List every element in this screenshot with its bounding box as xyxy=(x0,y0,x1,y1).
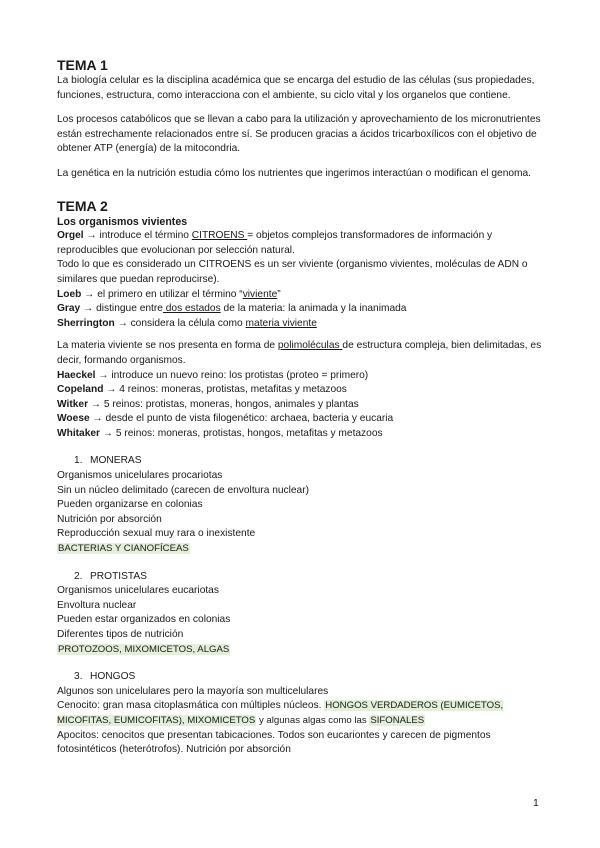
hongos-mid-text: y algunas algas como las xyxy=(256,714,370,726)
sherrington-term: materia viviente xyxy=(245,317,317,329)
hongos-title: HONGOS xyxy=(90,671,136,683)
materia-post: de estructura compleja, bien delimitadas, es decir, formando organismos. xyxy=(57,340,542,366)
whitaker-line xyxy=(57,427,547,442)
tema2-heading: TEMA 2 xyxy=(57,197,108,214)
protistas-number: 2. xyxy=(74,570,83,582)
citroens-line: Todo lo que es considerado un CITROENS es un ser viviente (organismo vivientes, moléculas de ADN o similares que puedan reproducirse). xyxy=(57,259,528,285)
witker-line xyxy=(57,398,547,413)
page-number: 1 xyxy=(533,797,539,809)
tema1-heading: TEMA 1 xyxy=(57,57,108,73)
protistas-title: PROTISTAS xyxy=(90,570,147,582)
loeb-name: Loeb xyxy=(57,288,82,300)
hongos-line-1: Algunos son unicelulares pero la mayoría son multicelulares xyxy=(57,685,329,697)
tema1-paragraph-1: La biología celular es la disciplina académica que se encarga del estudio de las células (sus propiedades, funciones, estructura, como interacciona con el ambiente, su ciclo vital y los organelos que contiene. xyxy=(57,75,535,101)
whitaker-name: Whitaker xyxy=(57,427,101,439)
hongos-highlight-2: SIFONALES xyxy=(370,714,425,726)
gray-term: dos estados xyxy=(162,303,221,315)
sherrington-line xyxy=(57,317,547,332)
woese-line xyxy=(57,412,547,427)
protistas-line-1: Organismos unicelulares eucariotas xyxy=(57,585,219,597)
haeckel-text: → introduce un nuevo reino: los protistas (proteo = primero) xyxy=(95,369,369,381)
protistas-line-3: Pueden estar organizados en colonias xyxy=(57,614,231,626)
woese-name: Woese xyxy=(57,413,90,425)
loeb-pre: → el primero en utilizar el término “ xyxy=(81,288,243,300)
witker-name: Witker xyxy=(57,398,89,410)
materia-line xyxy=(57,339,547,368)
materia-term: polimoléculas xyxy=(277,340,343,352)
protistas-highlight: PROTOZOOS, MIXOMICETOS, ALGAS xyxy=(58,643,230,655)
cenocito-text: Cenocito: gran masa citoplasmática con múltiples núcleos. xyxy=(57,700,325,712)
orgel-name: Orgel xyxy=(57,230,84,242)
moneras-line-1: Organismos unicelulares procariotas xyxy=(57,470,223,482)
moneras-line-2: Sin un núcleo delimitado (carecen de envoltura nuclear) xyxy=(57,484,310,496)
hongos-apocitos: Apocitos: cenocitos que presentan tabicaciones. Todos son eucariontes y carecen de pigmentos fotosintéticos (heterótrofos). Nutrición por absorción xyxy=(57,729,491,756)
tema1-paragraph-3: La genética en la nutrición estudia cómo los nutrientes que ingerimos interactúan o modifican el genoma. xyxy=(57,167,532,179)
haeckel-line xyxy=(57,369,547,384)
orgel-term: CITROENS xyxy=(191,230,248,242)
whitaker-text: → 5 reinos: moneras, protistas, hongos, metafitas y metazoos xyxy=(100,427,383,439)
hongos-heading xyxy=(57,670,547,685)
copeland-name: Copeland xyxy=(57,384,104,396)
moneras-line-3: Pueden organizarse en colonias xyxy=(57,499,203,511)
document-body xyxy=(57,57,547,758)
gray-name: Gray xyxy=(57,303,81,315)
hongos-cenocito xyxy=(57,699,547,728)
woese-text: → desde el punto de vista filogenético: archaea, bacteria y eucaria xyxy=(89,413,394,425)
witker-text: → 5 reinos: protistas, moneras, hongos, animales y plantas xyxy=(88,398,359,410)
moneras-examples xyxy=(57,542,547,557)
gray-post: de la materia: la animada y la inanimada xyxy=(220,303,407,315)
loeb-term: viviente xyxy=(242,288,278,300)
moneras-line-4: Nutrición por absorción xyxy=(57,513,162,525)
loeb-post: ” xyxy=(277,288,281,300)
hongos-number: 3. xyxy=(74,671,83,683)
copeland-line xyxy=(57,383,547,398)
orgel-line xyxy=(57,229,547,258)
sherrington-name: Sherrington xyxy=(57,317,115,329)
orgel-post: = objetos complejos transformadores de información y reproducibles que evolucionan por selección natural. xyxy=(57,230,493,256)
loeb-line xyxy=(57,288,547,303)
gray-line xyxy=(57,302,547,317)
tema2-subheading: Los organismos vivientes xyxy=(57,215,188,228)
copeland-text: → 4 reinos: moneras, protistas, metafitas y metazoos xyxy=(103,384,347,396)
moneras-line-5: Reproducción sexual muy rara o inexistente xyxy=(57,528,256,540)
tema1-paragraph-2: Los procesos catabólicos que se llevan a cabo para la utilización y aprovechamiento de los micronutrientes están estrechamente relacionados entre sí. Se producen gracias a ácidos tricarboxílicos con el objetivo de obtener ATP (energía) de la mitocondria. xyxy=(57,114,541,155)
sherrington-pre: → considera la célula como xyxy=(114,317,246,329)
gray-pre: → distingue entre xyxy=(80,303,163,315)
protistas-line-4: Diferentes tipos de nutrición xyxy=(57,629,184,640)
moneras-heading xyxy=(57,454,547,469)
materia-pre: La materia viviente se nos presenta en forma de xyxy=(57,340,278,352)
protistas-examples xyxy=(57,643,547,658)
protistas-line-2: Envoltura nuclear xyxy=(57,599,137,611)
orgel-pre: → introduce el término xyxy=(83,230,192,242)
hongos-highlight-1: HONGOS VERDADEROS (EUMICETOS, MICOFITAS, EUMICOFITAS), MIXOMICETOS xyxy=(57,700,504,726)
protistas-heading xyxy=(57,570,547,585)
moneras-number: 1. xyxy=(74,455,83,467)
moneras-title: MONERAS xyxy=(90,455,142,467)
moneras-highlight: BACTERIAS Y CIANOFÍCEAS xyxy=(58,543,189,555)
haeckel-name: Haeckel xyxy=(57,369,96,381)
